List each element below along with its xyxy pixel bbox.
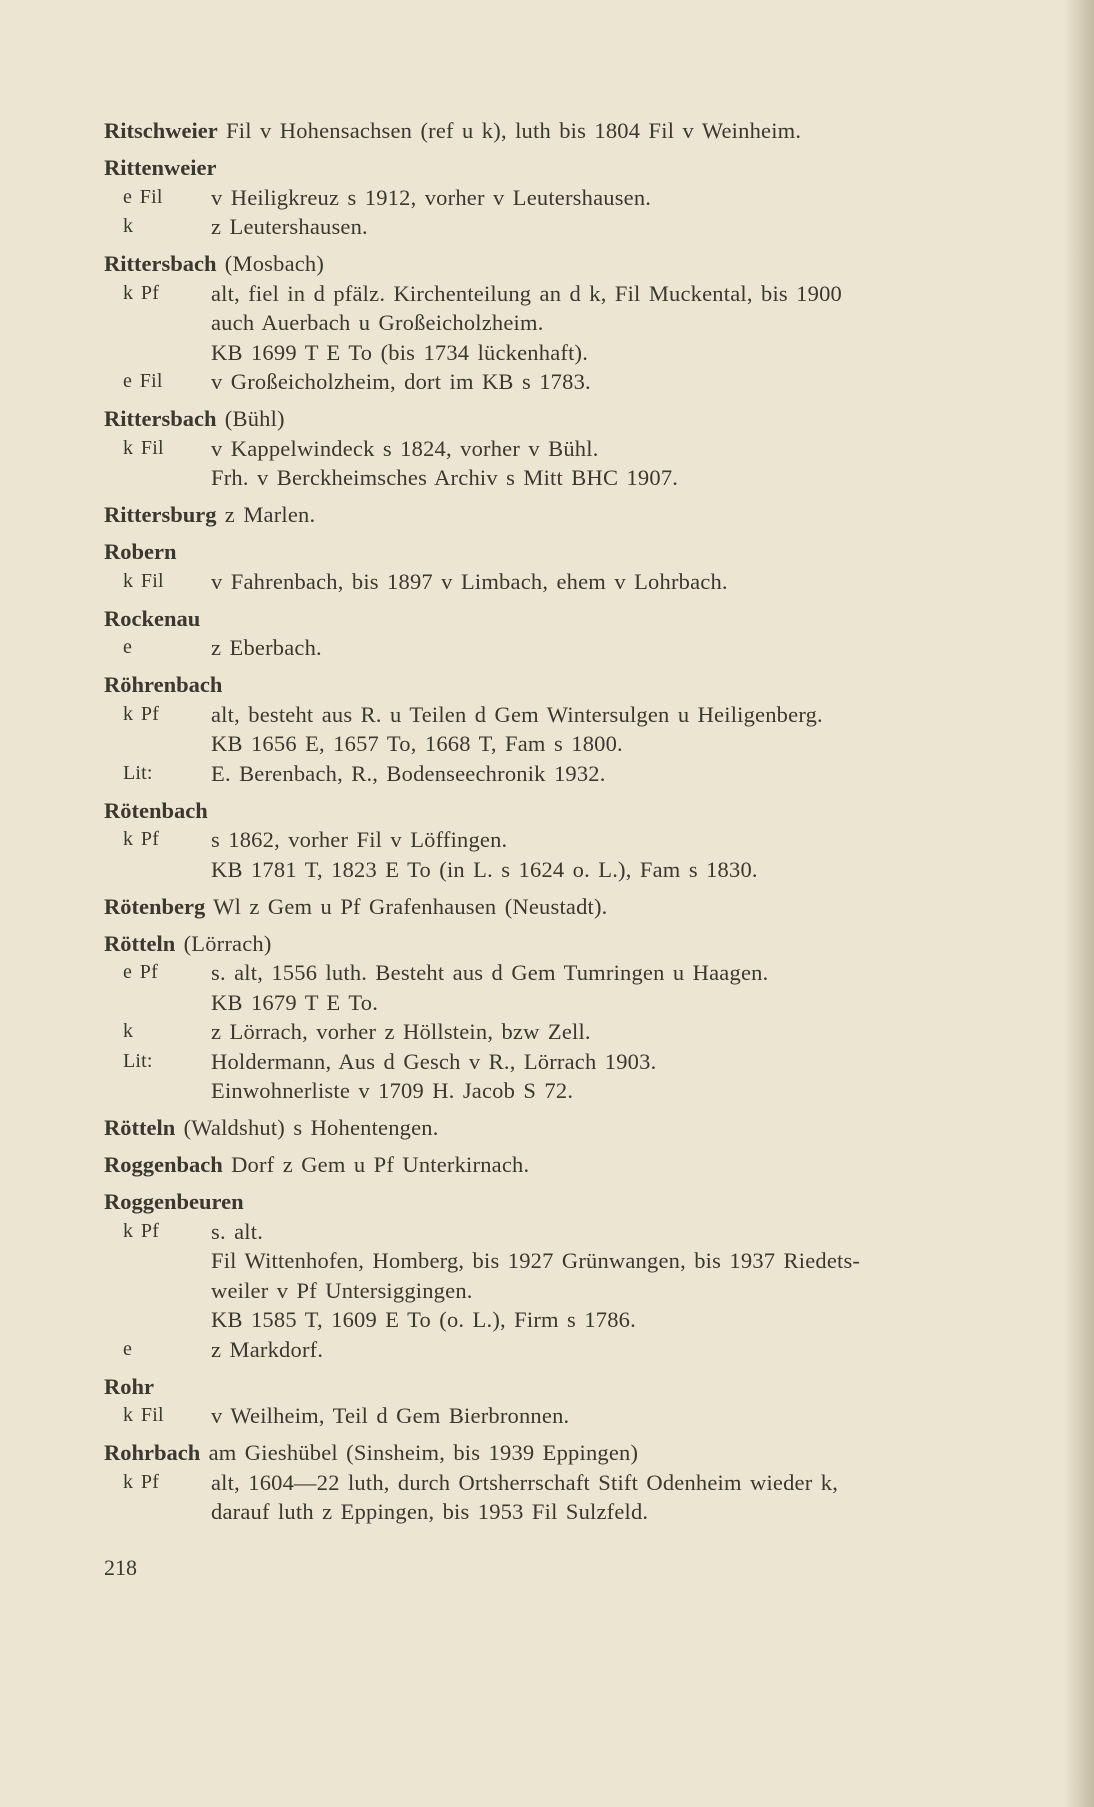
entry [104,1187,1004,1364]
entry-headword: Rockenau [104,605,201,631]
entry-detail-line [104,1076,1004,1106]
entry-headline [104,670,1004,700]
page-number: 218 [104,1555,137,1580]
entry-detail-label: k Pf [123,1219,160,1242]
entry-description: Dorf z Gem u Pf Unterkirnach. [222,1152,530,1177]
entry-detail-text: alt, 1604—22 luth, durch Ortsherrschaft Stift Odenheim wieder k, [211,1469,839,1495]
entry-detail-text: v Fahrenbach, bis 1897 v Limbach, ehem v Lohrbach. [211,568,728,594]
entry-detail-text: z Markdorf. [211,1336,324,1362]
entry-headline [104,1187,1004,1217]
entry-detail-text: s. alt, 1556 luth. Besteht aus d Gem Tumringen u Haagen. [211,960,769,985]
entry-headword: Rohrbach [104,1440,201,1465]
dictionary-page [104,116,1004,1534]
entry-detail-line [104,958,1004,988]
entry-headword: Rittersburg [104,502,217,527]
entry-detail-text: s. alt. [211,1218,264,1244]
entry-headline [104,500,1004,530]
entry [104,1372,1004,1431]
entry-description: Wl z Gem u Pf Grafenhausen (Neustadt). [205,893,608,919]
entry-detail-line [104,855,1004,885]
entry-detail-line [104,308,1004,338]
entry-headword: Ritschweier [104,118,218,143]
entry-detail-label: k Pf [123,828,160,850]
entry-detail-label: e Fil [123,370,163,392]
entry [104,892,1004,922]
entry [104,249,1004,397]
entry-headline [104,537,1004,567]
entry [104,153,1004,242]
entry-headword: Rittersbach [104,251,217,276]
entry-headline [104,1150,1004,1180]
entry-headword: Rittersbach [104,406,217,431]
entry-detail-text: Einwohnerliste v 1709 H. Jacob S 72. [211,1078,574,1103]
entry-headline [104,892,1004,922]
page-edge-shadow [1064,0,1094,1807]
entry-detail-text: z Leutershausen. [211,214,368,239]
entry-detail-text: z Lörrach, vorher z Höllstein, bzw Zell. [211,1019,591,1044]
entry [104,500,1004,530]
entry-detail-text: v Heiligkreuz s 1912, vorher v Leutershausen. [211,184,652,210]
entry-headline [104,404,1004,434]
entry-detail-line [104,279,1004,309]
entry-detail-label: k [123,215,134,237]
entry-headword: Rötteln [104,930,176,956]
entry-detail-text: KB 1656 E, 1657 To, 1668 T, Fam s 1800. [211,731,623,756]
entry-detail-text: auch Auerbach u Großeicholzheim. [211,310,544,335]
entry-headword: Rötenberg [104,893,206,919]
entry-detail-line [104,367,1004,397]
entry-detail-line [104,1217,1004,1247]
entry-detail-line [104,1335,1004,1365]
entry-headline [104,249,1004,279]
entry [104,796,1004,885]
entry-detail-label: k Fil [123,436,164,459]
entry-headline [104,1113,1004,1143]
entry-description: z Marlen. [216,502,316,527]
entry-headline [104,796,1004,826]
entry-description: (Waldshut) s Hohentengen. [175,1115,439,1140]
entry-headword: Roggenbach [104,1152,223,1177]
entry-detail-label: e Pf [123,961,158,983]
entry-detail-label: e [123,1337,133,1360]
entry-headline [104,153,1004,183]
entry-description: (Lörrach) [175,930,272,956]
entry-detail-text: v Weilheim, Teil d Gem Bierbronnen. [211,1403,570,1428]
entry-headword: Rittenweier [104,155,217,180]
entry-detail-text: darauf luth z Eppingen, bis 1953 Fil Sulzfeld. [211,1499,649,1524]
entry-detail-line [104,633,1004,663]
entry-headword: Roggenbeuren [104,1189,244,1214]
entry-detail-label: e [123,636,133,658]
entry-detail-text: KB 1679 T E To. [211,989,379,1015]
entry-detail-label: e Fil [123,185,163,208]
entry-headword: Röhrenbach [104,672,223,697]
entry-headline [104,1438,1004,1468]
entry-detail-text: Fil Wittenhofen, Homberg, bis 1927 Grünwangen, bis 1937 Riedets- [211,1248,861,1273]
entry-detail-line [104,1497,1004,1527]
entry-description: am Gieshübel (Sinsheim, bis 1939 Eppingen) [200,1440,639,1465]
entry-detail-line [104,1017,1004,1047]
entry [104,604,1004,663]
entry-headline [104,604,1004,634]
entry-detail-label: Lit: [123,1049,153,1072]
entry-headword: Rohr [104,1373,154,1399]
entry-detail-label: k Pf [123,281,160,304]
entry-detail-label: k Fil [123,569,164,592]
entry-description: Fil v Hohensachsen (ref u k), luth bis 1804 Fil v Weinheim. [217,118,802,143]
entry [104,404,1004,493]
entry-headline [104,1372,1004,1402]
entry-description: (Mosbach) [216,251,325,276]
entry-detail-text: z Eberbach. [211,635,322,660]
entry-detail-line [104,1276,1004,1306]
entry-detail-line [104,700,1004,730]
entry-detail-text: KB 1699 T E To (bis 1734 lückenhaft). [211,339,589,365]
entry-headword: Rötenbach [104,797,208,823]
entry-detail-label: k [123,1020,134,1042]
entry-detail-label: k Pf [123,1470,160,1493]
entry-detail-text: weiler v Pf Untersiggingen. [211,1277,473,1303]
entry-detail-text: KB 1585 T, 1609 E To (o. L.), Firm s 1786. [211,1307,636,1332]
entry-detail-text: alt, fiel in d pfälz. Kirchenteilung an d k, Fil Muckental, bis 1900 [211,280,842,306]
entry-detail-text: alt, besteht aus R. u Teilen d Gem Wintersulgen u Heiligenberg. [211,701,823,727]
entry-detail-text: v Kappelwindeck s 1824, vorher v Bühl. [211,435,599,461]
entry-detail-label: k Fil [123,1404,164,1426]
entry-detail-line [104,463,1004,493]
entry [104,670,1004,788]
entry-detail-line [104,759,1004,789]
entry-detail-line [104,434,1004,464]
entry-headline [104,929,1004,959]
entry-detail-text: Holdermann, Aus d Gesch v R., Lörrach 1903. [211,1048,657,1074]
entry-detail-line [104,1401,1004,1431]
entry-detail-line [104,825,1004,855]
entry-detail-line [104,212,1004,242]
entry-detail-text: v Großeicholzheim, dort im KB s 1783. [211,369,591,394]
entry-detail-line [104,988,1004,1018]
entry [104,929,1004,1106]
entry-detail-line [104,1305,1004,1335]
entry-headword: Robern [104,539,177,564]
entry [104,1113,1004,1143]
entry-detail-line [104,338,1004,368]
entry-detail-label: k Pf [123,702,160,725]
entry-detail-text: Frh. v Berckheimsches Archiv s Mitt BHC 1907. [211,465,679,490]
entry-detail-label: Lit: [123,761,153,784]
entry-detail-line [104,729,1004,759]
entry-headline [104,116,1004,146]
entry-detail-line [104,1246,1004,1276]
entry-detail-text: KB 1781 T, 1823 E To (in L. s 1624 o. L.), Fam s 1830. [211,856,758,882]
entry-detail-text: s 1862, vorher Fil v Löffingen. [211,827,508,852]
entry [104,1438,1004,1527]
entry-detail-line [104,567,1004,597]
entry [104,537,1004,596]
entry-detail-text: E. Berenbach, R., Bodenseechronik 1932. [211,760,606,786]
entry [104,1150,1004,1180]
entry-description: (Bühl) [216,406,285,431]
entry [104,116,1004,146]
entry-detail-line [104,1047,1004,1077]
entry-headword: Rötteln [104,1115,176,1140]
entry-detail-line [104,183,1004,213]
entry-detail-line [104,1468,1004,1498]
